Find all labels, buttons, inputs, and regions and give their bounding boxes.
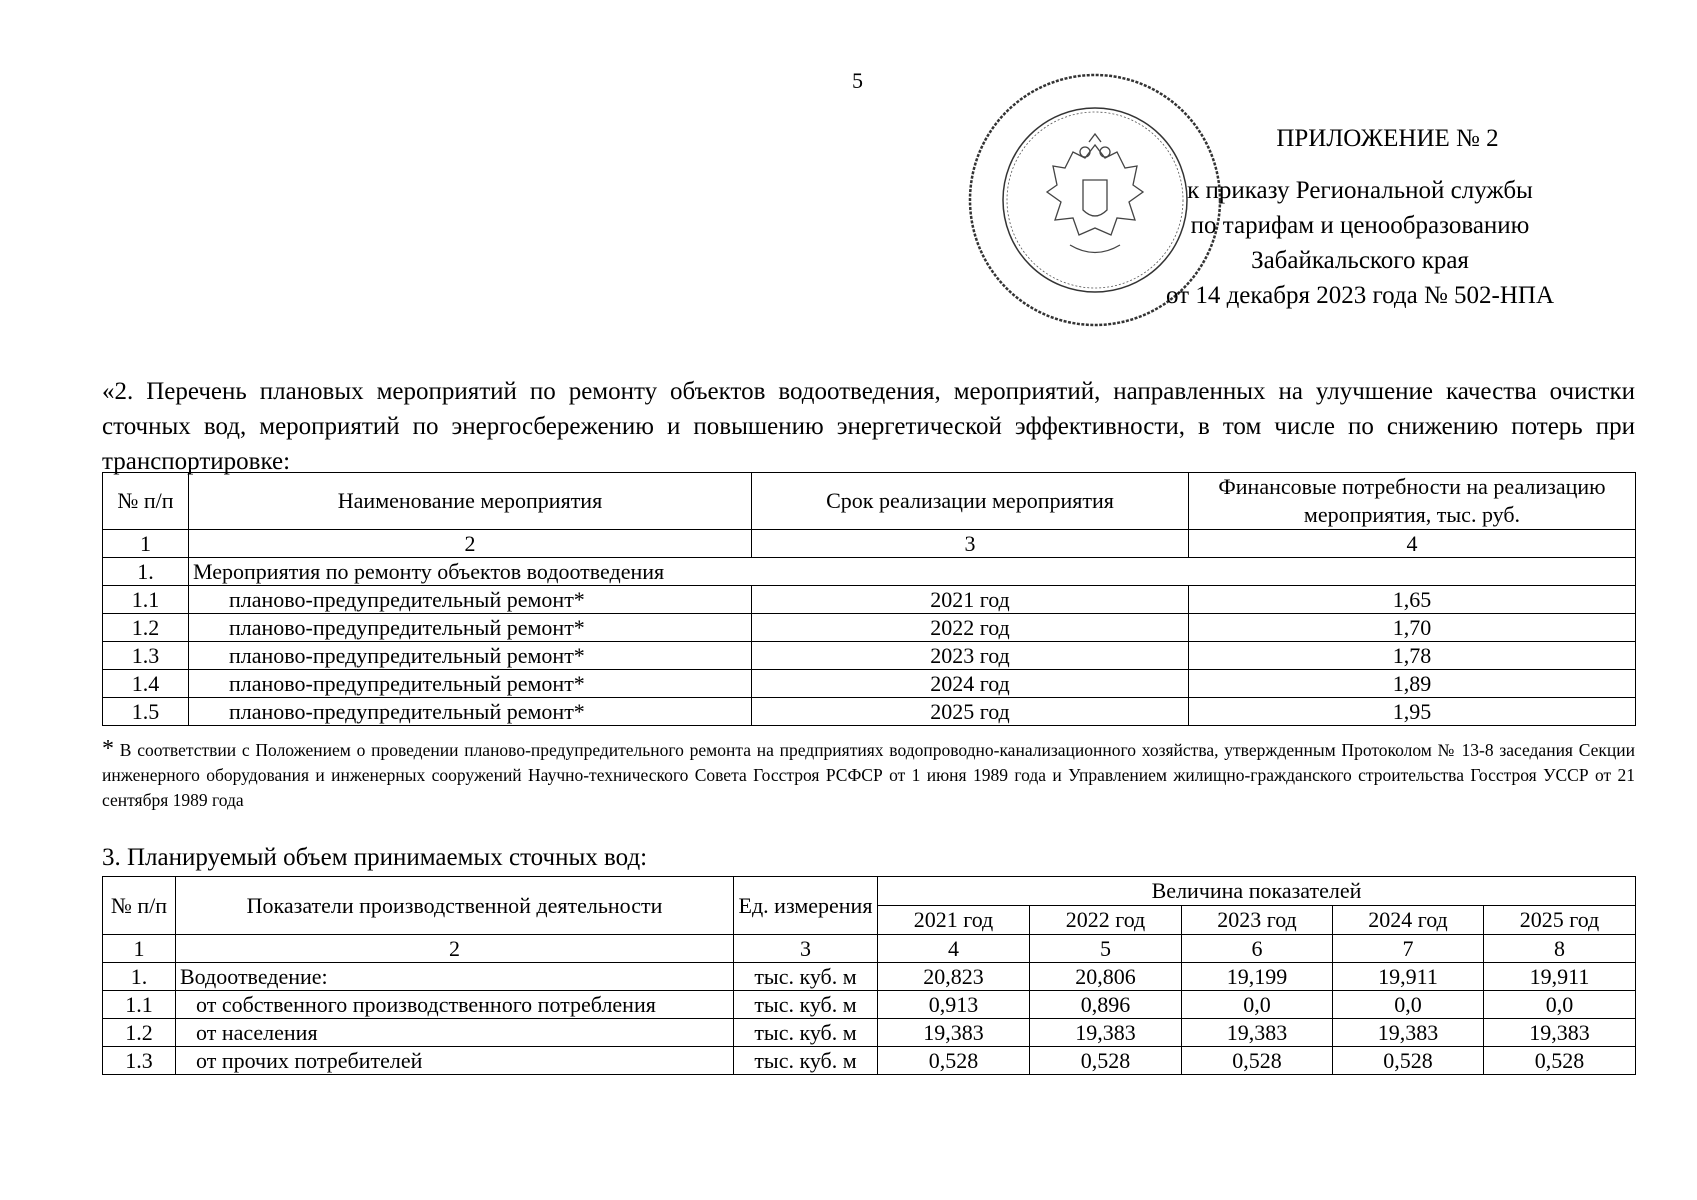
appendix-line: к приказу Региональной службы: [1187, 177, 1533, 204]
table-row: [103, 670, 1636, 698]
row-term: 2022 год: [752, 614, 1189, 642]
row-value: 19,383: [1484, 1019, 1636, 1047]
row-unit: тыс. куб. м: [734, 963, 878, 991]
row-cost: 1,89: [1189, 670, 1636, 698]
row-num: 1.2: [103, 1019, 176, 1047]
table-row: [103, 698, 1636, 726]
row-name: планово-предупредительный ремонт*: [189, 614, 752, 642]
row-unit: тыс. куб. м: [734, 991, 878, 1019]
appendix-line: по тарифам и ценообразованию: [1190, 212, 1530, 239]
row-value: 19,199: [1182, 963, 1333, 991]
table-row: [103, 586, 1636, 614]
row-name: планово-предупредительный ремонт*: [189, 698, 752, 726]
row-value: 0,528: [878, 1047, 1030, 1075]
group-num: 1.: [103, 558, 189, 586]
row-num: 1.5: [103, 698, 189, 726]
table-row: [103, 614, 1636, 642]
col-number: 1: [103, 530, 189, 558]
row-name: от собственного производственного потребления: [176, 991, 734, 1019]
col-number: 6: [1182, 935, 1333, 963]
col-number: 3: [734, 935, 878, 963]
row-value: 19,911: [1333, 963, 1484, 991]
row-unit: тыс. куб. м: [734, 1019, 878, 1047]
column-number-row: [103, 530, 1636, 558]
table-row: [103, 1019, 1636, 1047]
column-number-row: [103, 935, 1636, 963]
row-value: 19,383: [1182, 1019, 1333, 1047]
row-num: 1.3: [103, 642, 189, 670]
row-cost: 1,95: [1189, 698, 1636, 726]
row-value: 0,0: [1182, 991, 1333, 1019]
page-number: 5: [852, 68, 863, 93]
group-name: Мероприятия по ремонту объектов водоотведения: [189, 558, 1636, 586]
col-number: 4: [878, 935, 1030, 963]
row-num: 1.4: [103, 670, 189, 698]
appendix-line: Забайкальского края: [1251, 247, 1469, 274]
row-value: 0,528: [1182, 1047, 1333, 1075]
group-row: [103, 558, 1636, 586]
row-value: 0,528: [1030, 1047, 1182, 1075]
row-value: 20,806: [1030, 963, 1182, 991]
header-year: 2025 год: [1484, 906, 1636, 935]
table-row: [103, 963, 1636, 991]
row-value: 19,383: [1030, 1019, 1182, 1047]
row-term: 2021 год: [752, 586, 1189, 614]
row-name: от прочих потребителей: [176, 1047, 734, 1075]
row-term: 2024 год: [752, 670, 1189, 698]
header-unit: Ед. измерения: [734, 877, 878, 935]
table-row: [103, 1047, 1636, 1075]
header-year: 2022 год: [1030, 906, 1182, 935]
footnote-text: В соответствии с Положением о проведении планово-предупредительного ремонта на предприятиях водопроводно-канализационного хозяйства, утвержденным Протоколом № 13-8 заседания Секции инженерного оборудования и инженерных сооружений Научно-технического Совета Госстроя РСФСР от 1 июня 1989 года и Управлением жилищно-гражданского строительства Госстроя УССР от 21 сентября 1989 года: [102, 740, 1636, 810]
header-cost: Финансовые потребности на реализацию мероприятия, тыс. руб.: [1189, 473, 1636, 530]
row-name: планово-предупредительный ремонт*: [189, 586, 752, 614]
row-name: планово-предупредительный ремонт*: [189, 642, 752, 670]
row-cost: 1,70: [1189, 614, 1636, 642]
footnote: [102, 737, 1635, 813]
table-header-row: [103, 877, 1636, 906]
row-value: 19,383: [1333, 1019, 1484, 1047]
appendix-block: [1120, 125, 1600, 313]
appendix-line: от 14 декабря 2023 года № 502-НПА: [1165, 282, 1555, 309]
footnote-marker: *: [102, 736, 114, 762]
col-number: 2: [189, 530, 752, 558]
col-number: 2: [176, 935, 734, 963]
table-row: [103, 991, 1636, 1019]
col-number: 3: [752, 530, 1189, 558]
row-cost: 1,65: [1189, 586, 1636, 614]
row-value: 20,823: [878, 963, 1030, 991]
wastewater-volume-table: [102, 876, 1636, 1075]
col-number: 4: [1189, 530, 1636, 558]
row-name: Водоотведение:: [176, 963, 734, 991]
header-indicator: Показатели производственной деятельности: [176, 877, 734, 935]
col-number: 8: [1484, 935, 1636, 963]
row-value: 0,896: [1030, 991, 1182, 1019]
row-term: 2023 год: [752, 642, 1189, 670]
row-value: 0,528: [1484, 1047, 1636, 1075]
row-unit: тыс. куб. м: [734, 1047, 878, 1075]
section-2-heading: «2. Перечень плановых мероприятий по ремонту объектов водоотведения, мероприятий, направленных на улучшение качества очистки сточных вод, мероприятий по энергосбережению и повышению энергетической эффективности, в том числе по снижению потерь при транспортировке:: [102, 378, 1635, 475]
col-number: 5: [1030, 935, 1182, 963]
row-value: 0,0: [1484, 991, 1636, 1019]
row-num: 1.1: [103, 586, 189, 614]
header-year: 2023 год: [1182, 906, 1333, 935]
row-cost: 1,78: [1189, 642, 1636, 670]
row-value: 0,913: [878, 991, 1030, 1019]
row-value: 0,0: [1333, 991, 1484, 1019]
row-name: планово-предупредительный ремонт*: [189, 670, 752, 698]
row-num: 1.: [103, 963, 176, 991]
header-num: № п/п: [103, 877, 176, 935]
row-num: 1.1: [103, 991, 176, 1019]
repair-measures-table: [102, 472, 1636, 726]
row-num: 1.3: [103, 1047, 176, 1075]
header-name: Наименование мероприятия: [189, 473, 752, 530]
row-value: 19,911: [1484, 963, 1636, 991]
row-term: 2025 год: [752, 698, 1189, 726]
row-value: 0,528: [1333, 1047, 1484, 1075]
section-3-heading: 3. Планируемый объем принимаемых сточных вод:: [102, 844, 648, 871]
appendix-title: ПРИЛОЖЕНИЕ № 2: [1276, 125, 1499, 152]
row-num: 1.2: [103, 614, 189, 642]
col-number: 7: [1333, 935, 1484, 963]
header-num: № п/п: [103, 473, 189, 530]
col-number: 1: [103, 935, 176, 963]
header-year: 2021 год: [878, 906, 1030, 935]
row-value: 19,383: [878, 1019, 1030, 1047]
row-name: от населения: [176, 1019, 734, 1047]
table-header-row: [103, 473, 1636, 530]
header-term: Срок реализации мероприятия: [752, 473, 1189, 530]
header-values: Величина показателей: [878, 877, 1636, 906]
header-year: 2024 год: [1333, 906, 1484, 935]
table-row: [103, 642, 1636, 670]
